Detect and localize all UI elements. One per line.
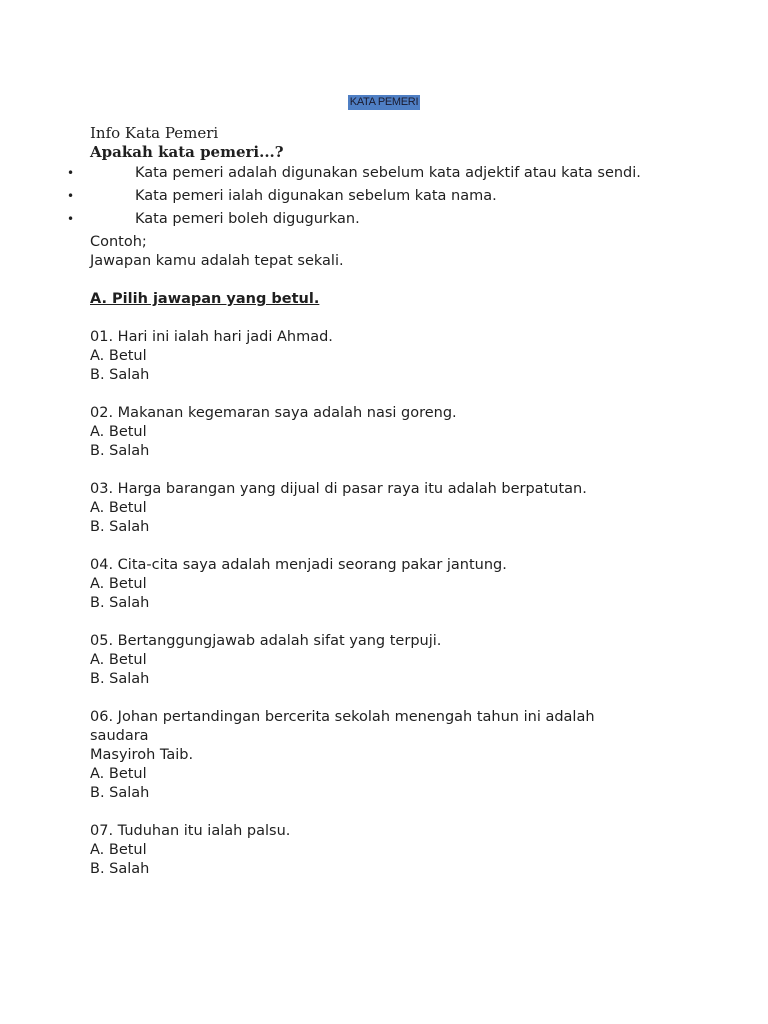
question-item — [90, 556, 730, 613]
bullet-icon: • — [67, 212, 75, 226]
info-question: Apakah kata pemeri...? — [90, 143, 284, 161]
question-text-continued: Masyiroh Taib. — [90, 747, 194, 763]
option-a: A. Betul — [90, 424, 147, 440]
option-b: B. Salah — [90, 443, 150, 459]
option-b: B. Salah — [90, 861, 150, 877]
question-item — [90, 708, 730, 803]
info-bullet-text: Kata pemeri ialah digunakan sebelum kata nama. — [135, 188, 497, 204]
title-wrapper — [0, 92, 768, 111]
option-a: A. Betul — [90, 652, 147, 668]
info-bullet-item — [0, 164, 740, 187]
question-text: 05. Bertanggungjawab adalah sifat yang terpuji. — [90, 633, 442, 649]
option-a: A. Betul — [90, 842, 147, 858]
question-text: 07. Tuduhan itu ialah palsu. — [90, 823, 291, 839]
bullet-icon: • — [67, 189, 75, 203]
option-b: B. Salah — [90, 519, 150, 535]
question-text: 01. Hari ini ialah hari jadi Ahmad. — [90, 329, 333, 345]
option-a: A. Betul — [90, 348, 147, 364]
question-text: 06. Johan pertandingan bercerita sekolah menengah tahun ini adalah — [90, 709, 595, 725]
spacer — [90, 271, 730, 290]
option-a: A. Betul — [90, 500, 147, 516]
question-item — [90, 404, 730, 461]
question-text-continued: saudara — [90, 728, 149, 744]
info-bullet-text: Kata pemeri boleh digugurkan. — [135, 211, 360, 227]
option-a: A. Betul — [90, 766, 147, 782]
info-bullet-item — [0, 210, 740, 233]
section-a-heading: A. Pilih jawapan yang betul. — [90, 291, 320, 307]
spacer — [90, 309, 730, 328]
info-bullet-item — [0, 187, 740, 210]
option-a: A. Betul — [90, 576, 147, 592]
info-bullet-list — [0, 164, 740, 233]
question-item — [90, 480, 730, 537]
question-text: 02. Makanan kegemaran saya adalah nasi goreng. — [90, 405, 457, 421]
option-b: B. Salah — [90, 595, 150, 611]
question-item — [90, 328, 730, 385]
question-item — [90, 822, 730, 879]
option-b: B. Salah — [90, 671, 150, 687]
bullet-icon: • — [67, 166, 75, 180]
option-b: B. Salah — [90, 785, 150, 801]
option-b: B. Salah — [90, 367, 150, 383]
example-text: Jawapan kamu adalah tepat sekali. — [90, 253, 344, 269]
info-title: Info Kata Pemeri — [90, 124, 219, 142]
question-text: 03. Harga barangan yang dijual di pasar raya itu adalah berpatutan. — [90, 481, 587, 497]
example-label: Contoh; — [90, 234, 147, 250]
info-bullet-text: Kata pemeri adalah digunakan sebelum kata adjektif atau kata sendi. — [135, 165, 641, 181]
page-title[interactable]: KATA PEMERI — [349, 96, 419, 108]
document-body — [67, 124, 730, 898]
question-item — [90, 632, 730, 689]
question-text: 04. Cita-cita saya adalah menjadi seorang pakar jantung. — [90, 557, 507, 573]
